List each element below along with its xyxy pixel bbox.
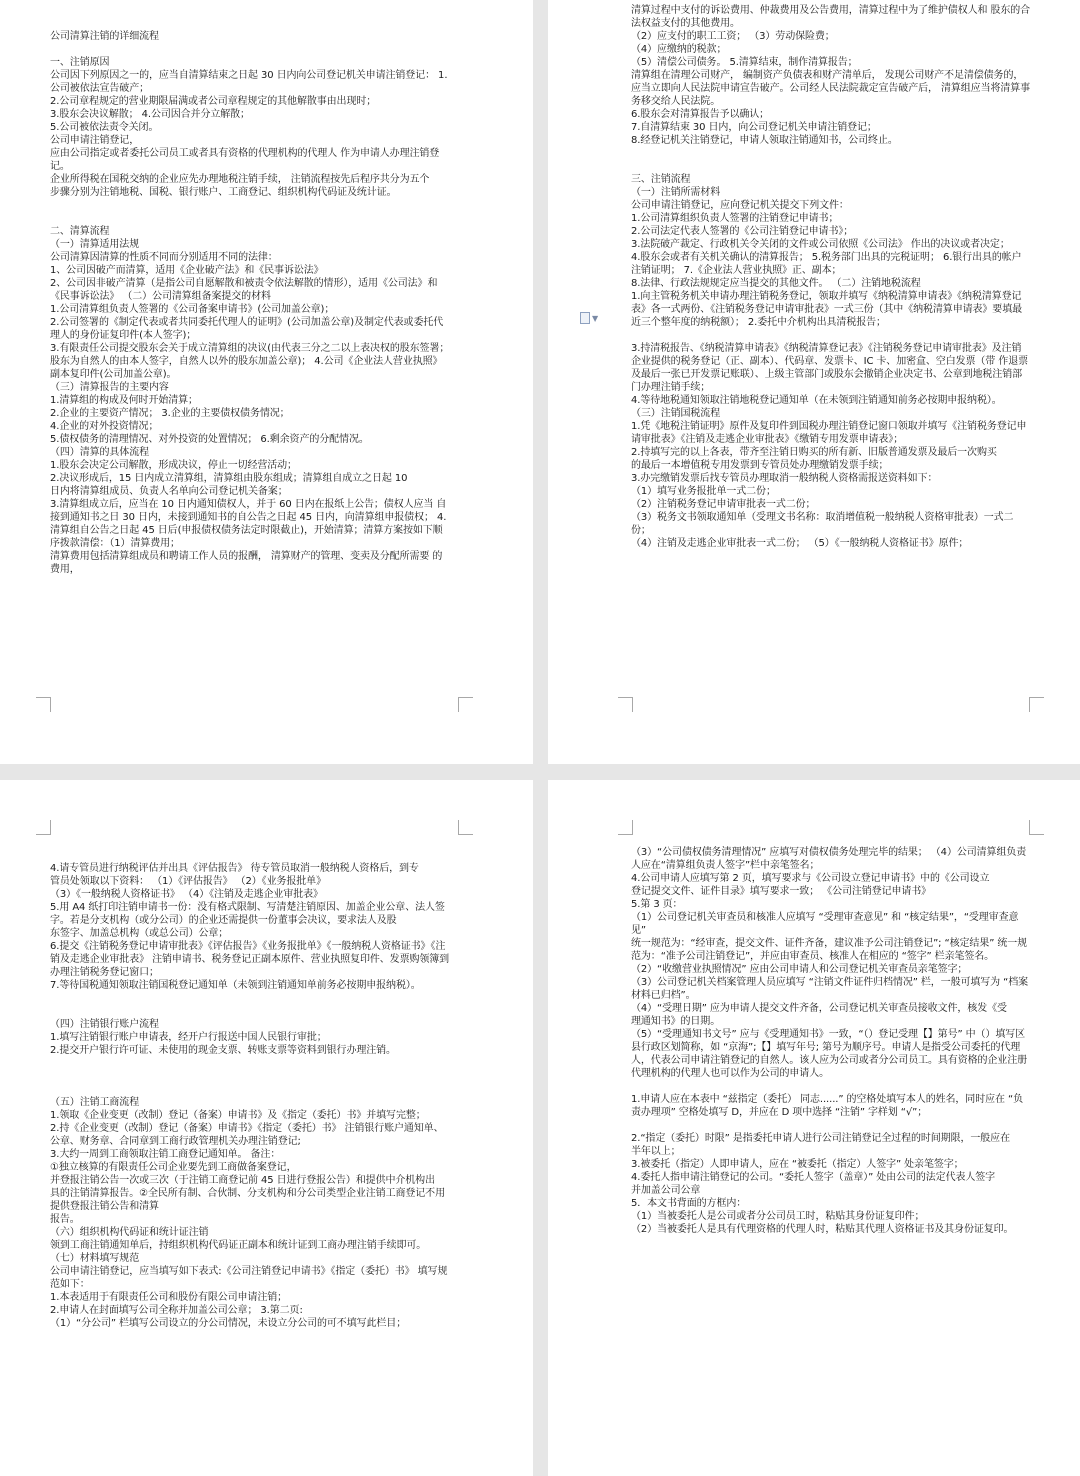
text-line: （1）“分公司” 栏填写公司设立的分公司情况，未设立分公司的可不填写此栏目； bbox=[50, 1318, 407, 1329]
page-text-block bbox=[50, 30, 450, 576]
text-line: 并加盖公司公章 bbox=[631, 1185, 701, 1196]
text-line: 清算费用包括清算组成员和聘请工作人员的报酬， 清算财产的管理、变卖及分配所需要 的费用， bbox=[50, 551, 443, 575]
text-line: 公司申请注销登记，应向登记机关提交下列文件： bbox=[631, 200, 849, 211]
text-line: 4.等待地税通知领取注销地税登记通知单（在未领到注销通知前务必按期申报纳税）。 bbox=[631, 395, 1002, 406]
document-page-1 bbox=[0, 0, 533, 764]
text-line: （4）注销及走逃企业审批表一式二份； （5）《一般纳税人资格证书》原件； bbox=[631, 538, 969, 549]
text-line: 东签字、加盖总机构（或总公司）公章； bbox=[50, 928, 229, 939]
text-line: 的最后一本增值税专用发票到专管员处办理缴销发票手续； bbox=[631, 460, 889, 471]
text-line: 二、清算流程 bbox=[50, 226, 110, 237]
text-line: 1、公司因破产而清算，适用《企业破产法》和《民事诉讼法》 bbox=[50, 265, 324, 276]
page-text-block bbox=[50, 836, 450, 1330]
text-line bbox=[50, 212, 450, 225]
text-line bbox=[50, 836, 450, 849]
text-line bbox=[50, 1070, 450, 1083]
page-corner-mark bbox=[618, 820, 633, 835]
page-corner-mark bbox=[458, 820, 473, 835]
text-line: （4）“受理日期” 应为申请人提交文件齐备，公司登记机关审查员接收文件，核发《受 bbox=[631, 1003, 1007, 1014]
text-line bbox=[50, 1083, 450, 1096]
text-line: 公司申请注销登记，应当填写如下表式:《公司注销登记申请书》《指定（委托）书》 填写规范如下： bbox=[50, 1266, 448, 1290]
text-line: 5.用 A4 纸打印注销申请书一份：没有格式限制、写清楚注销原因、加盖企业公章、法人签字。若是分支机构（或分公司）的企业还需提供一份董事会决议，要求法人及股 bbox=[50, 902, 445, 926]
text-line: （三）注销国税流程 bbox=[631, 408, 721, 419]
text-line bbox=[631, 1080, 1031, 1093]
text-line: 5.债权债务的清理情况、对外投资的处置情况； 6.剩余资产的分配情况。 bbox=[50, 434, 369, 445]
text-line: 三、注销流程 bbox=[631, 174, 691, 185]
text-line: 8.经登记机关注销登记，申请人领取注销通知书，公司终止。 bbox=[631, 135, 898, 146]
text-line bbox=[631, 329, 1031, 342]
page-text-block bbox=[631, 4, 1031, 550]
text-line: 2.提交开户银行许可证、未使用的现金支票、转账支票等资料到银行办理注销。 bbox=[50, 1045, 396, 1056]
text-line bbox=[50, 992, 450, 1005]
text-line bbox=[631, 147, 1031, 160]
text-line: 5．本文书背面的方框内： bbox=[631, 1198, 747, 1209]
text-line: 5.公司被依法责令关闭。 bbox=[50, 122, 159, 133]
text-line: （3）公司登记机关档案管理人员应填写 “注销文件证件归档情况” 栏，一般可填写为 “档案材料已归档”。 bbox=[631, 977, 1029, 1001]
text-line: 1.申请人应在本表中 “兹指定（委托） 同志......” 的空格处填写本人的姓名，同时应在 “负责办理项” 空格处填写 D，并应在 D 项中选择 “注销” 字样划 “√”； bbox=[631, 1094, 1023, 1118]
text-line: 1.股东会决定公司解散，形成决议，停止一切经营活动； bbox=[50, 460, 297, 471]
text-line: 2.公司法定代表人签署的《公司注销登记申请书》； bbox=[631, 226, 854, 237]
text-line bbox=[50, 43, 450, 56]
text-line: 1.清算组的构成及何时开始清算； bbox=[50, 395, 198, 406]
text-line: 7.自清算结束 30 日内，向公司登记机关申请注销登记； bbox=[631, 122, 877, 133]
text-line: 2、公司因非破产清算（是指公司自愿解散和被责令依法解散的情形），适用《公司法》和《民事诉讼法》 （二）公司清算组备案提交的材料 bbox=[50, 278, 438, 302]
text-line: 2.公司签署的《制定代表或者共同委托代理人的证明》(公司加盖公章)及制定代表或委托代理人的身份证复印件(本人签字)； bbox=[50, 317, 444, 341]
text-line: （5）“受理通知书文号” 应与《受理通知书》一致，“（）登记受理【】第号” 中（）填写区县行政区划简称，如 “京海”;【】填写年号; 第号为顺序号。申请人是指受公司委托的代理 bbox=[631, 1029, 1026, 1053]
text-line: 1.凭《地税注销证明》原件及复印件到国税办理注销登记窗口领取并填写《注销税务登记申请审批表》《注销及走逃企业审批表》《缴销专用发票申请表》； bbox=[631, 421, 1027, 445]
text-line: 报告。 bbox=[50, 1214, 80, 1225]
text-line: 2.申请人在封面填写公司全称并加盖公司公章； 3.第二页: bbox=[50, 1305, 303, 1316]
text-line: （1）当被委托人是公司或者分公司员工时，粘贴其身份证复印件； bbox=[631, 1211, 925, 1222]
page-corner-mark bbox=[618, 697, 633, 712]
text-line: 并登报注销公告一次或三次（于注销工商登记前 45 日进行登报公告）和提供中介机构出 bbox=[50, 1175, 435, 1186]
text-line: 1.公司清算组负责人签署的《公司备案申请书》(公司加盖公章)； bbox=[50, 304, 335, 315]
text-line: 4.委托人指申请注销登记的公司。“委托人签字（盖章）” 处由公司的法定代表人签字 bbox=[631, 1172, 996, 1183]
text-line: 1.本表适用于有限责任公司和股份有限公司申请注销； bbox=[50, 1292, 288, 1303]
text-line: （2）注销税务登记申请审批表一式二份； bbox=[631, 499, 816, 510]
text-line: （1）公司登记机关审查员和核准人应填写 “受理审查意见” 和 “核定结果”，“受理审查意见” bbox=[631, 912, 1019, 936]
text-line: 3.清算组成立后，应当在 10 日内通知债权人，并于 60 日内在报纸上公告；债权人应当 自接到通知书之日 30 日内，未接到通知书的自公告之日起 45 日内，向清算组申报债权； 4.清算组自公告之日起 45 日后(申报债权债务法定时限截止)，开始清算；清算方案按如下顺序拨款清偿：（1）清算费用； bbox=[50, 499, 447, 549]
page-corner-mark bbox=[36, 697, 51, 712]
text-line bbox=[50, 1057, 450, 1070]
text-line bbox=[631, 160, 1031, 173]
text-line: 8.法律、行政法规规定应当提交的其他文件。 （二）注销地税流程 bbox=[631, 278, 921, 289]
page-corner-mark bbox=[36, 820, 51, 835]
text-line: 5.第 3 页： bbox=[631, 899, 683, 910]
text-line: （四）清算的具体流程 bbox=[50, 447, 149, 458]
page-text-block bbox=[631, 846, 1031, 1236]
text-line: 2.持填写完的以上各表，带齐至注销日购买的所有新、旧版普通发票及最后一次购买 bbox=[631, 447, 997, 458]
text-line bbox=[631, 1119, 1031, 1132]
text-line: （六）组织机构代码证和统计证注销 bbox=[50, 1227, 209, 1238]
text-line: （一）注销所需材料 bbox=[631, 187, 721, 198]
text-line: ①独立核算的有限责任公司企业要先到工商做备案登记， bbox=[50, 1162, 297, 1173]
text-line: （一）清算适用法规 bbox=[50, 239, 140, 250]
text-line: 1.填写注销银行账户申请表，经开户行报送中国人民银行审批； bbox=[50, 1032, 327, 1043]
text-line bbox=[50, 1005, 450, 1018]
text-line: 人，代表公司申请注销登记的自然人。该人应为公司或者分公司员工。具有资格的企业注册代理机构的代理人也可以作为公司的申请人。 bbox=[631, 1055, 1027, 1079]
text-line: 3.股东会决议解散； 4.公司因合并分立解散； bbox=[50, 109, 250, 120]
text-line: 2.决议形成后，15 日内成立清算组，清算组由股东组成；清算组自成立之日起 10 bbox=[50, 473, 408, 484]
text-line: 登记提交文件、证件目录》填写要求一致； 《公司注销登记申请书》 bbox=[631, 886, 932, 897]
text-line: （三）清算报告的主要内容 bbox=[50, 382, 169, 393]
text-line: 步骤分别为注销地税、国税、银行账户、工商登记、组织机构代码证及统计证。 bbox=[50, 187, 397, 198]
text-line: 管员处领取以下资料： （1）《评估报告》 （2）《业务报批单》 bbox=[50, 876, 326, 887]
text-line: 一、注销原因 bbox=[50, 57, 110, 68]
page-corner-mark bbox=[1029, 697, 1044, 712]
document-layout-icon[interactable]: ▼ bbox=[580, 311, 604, 325]
text-line: （3）税务文书领取通知单（受理文书名称：取消增值税一般纳税人资格审批表）一式二份； bbox=[631, 512, 1014, 536]
text-line: 4.企业的对外投资情况； bbox=[50, 421, 159, 432]
text-line: 4.股东会或者有关机关确认的清算报告； 5.税务部门出具的完税证明； 6.银行出具的帐户注销证明； 7.《企业法人营业执照》正、副本； bbox=[631, 252, 1022, 276]
text-line: 2.企业的主要资产情况； 3.企业的主要债权债务情况； bbox=[50, 408, 290, 419]
text-line: 日内将清算组成员、负责人名单向公司登记机关备案； bbox=[50, 486, 288, 497]
text-line: 1.向主管税务机关申请办理注销税务登记，领取并填写《纳税清算申请表》《纳税清算登记表》各一式两份、《注销税务登记申请审批表》一式三份（其中《纳税清算申请表》要填最近三个整年度的纳税额）； 2.委托中介机构出具清税报告； bbox=[631, 291, 1022, 328]
text-line: 企业所得税在国税交纳的企业应先办理地税注销手续， 注销流程按先后程序共分为五个 bbox=[50, 174, 430, 185]
text-line: 清算组在清理公司财产， 编制资产负债表和财产清单后， 发现公司财产不足清偿债务的，应当立即向人民法院申请宣告破产。公司经人民法院裁定宣告破产后， 清算组应当将清算事 务移交给人民法院。 bbox=[631, 70, 1031, 107]
text-line: 1.公司清算组织负责人签署的注销登记申请书； bbox=[631, 213, 839, 224]
text-line: 2.公司章程规定的营业期限届满或者公司章程规定的其他解散事由出现时； bbox=[50, 96, 377, 107]
text-line: 领到工商注销通知单后，持组织机构代码证正副本和统计证到工商办理注销手续即可。 bbox=[50, 1240, 427, 1251]
text-line: （5）清偿公司债务。 5.清算结束，制作清算报告； bbox=[631, 57, 858, 68]
text-line: 半年以上； bbox=[631, 1146, 681, 1157]
page-corner-mark bbox=[458, 697, 473, 712]
text-line: （2）当被委托人是具有代理资格的代理人时，粘贴其代理人资格证书及其身份证复印。 bbox=[631, 1224, 1014, 1235]
text-line: 公司清算注销的详细流程 bbox=[50, 31, 159, 42]
text-line: （1）填写业务报批单一式二份； bbox=[631, 486, 776, 497]
text-line: （五）注销工商流程 bbox=[50, 1097, 140, 1108]
text-line: （3）《一般纳税人资格证书》 （4）《注销及走逃企业审批表》 bbox=[50, 889, 323, 900]
document-page-4 bbox=[548, 780, 1080, 1476]
text-line: 2.“指定（委托）时限” 是指委托申请人进行公司注销登记全过程的时间期限，一般应在 bbox=[631, 1133, 1010, 1144]
text-line: 公司清算因清算的性质不同而分别适用不同的法律： bbox=[50, 252, 278, 263]
text-line: 清算过程中支付的诉讼费用、仲裁费用及公告费用，清算过程中为了维护债权人和 股东的合法权益支付的其他费用。 bbox=[631, 5, 1031, 29]
text-line: 3.被委托（指定）人即申请人，应在 “被委托（指定）人签字” 处亲笔签字； bbox=[631, 1159, 964, 1170]
text-line: 6.股东会对清算报告予以确认； bbox=[631, 109, 770, 120]
text-line: 3.办完缴销发票后找专管员办理取消一般纳税人资格需报送资料如下： bbox=[631, 473, 938, 484]
text-line: 3.法院破产裁定、行政机关令关闭的文件或公司依照《公司法》 作出的决议或者决定； bbox=[631, 239, 1010, 250]
text-line: 2.持《企业变更（改制）登记（备案）申请书》《指定（委托）书》 注销银行账户通知单、公章、财务章、合同章到工商行政管理机关办理注销登记; bbox=[50, 1123, 444, 1147]
text-line: （七）材料填写规范 bbox=[50, 1253, 140, 1264]
text-line: 1.领取《企业变更（改制）登记（备案）申请书》及《指定（委托）书》并填写完整； bbox=[50, 1110, 426, 1121]
text-line: 统一规范为：“经审查，提交文件、证件齐备，建议准予公司注销登记”; “核定结果” 统一规范为：“准予公司注销登记”，并应由审查员、核准人在相应的 “签字” 栏亲笔签名。 bbox=[631, 938, 1028, 962]
text-line: 6.提交《注销税务登记申请审批表》《评估报告》《业务报批单》《一般纳税人资格证书》《注销及走逃企业审批表》 注销申请书、税务登记正副本原件、营业执照复印件、发票购领簿到办理注销税务登记窗口； bbox=[50, 941, 450, 978]
document-page-2 bbox=[548, 0, 1080, 764]
text-line: （2）“收缴营业执照情况” 应由公司申请人和公司登记机关审查员亲笔签字； bbox=[631, 964, 968, 975]
text-line: 7.等待国税通知领取注销国税登记通知单（未领到注销通知单前务必按期申报纳税）。 bbox=[50, 980, 421, 991]
text-line: 公司申请注销登记， bbox=[50, 135, 140, 146]
text-line: （2）应支付的职工工资； （3）劳动保险费； bbox=[631, 31, 835, 42]
page-corner-mark bbox=[1029, 820, 1044, 835]
text-line: （4）应缴纳的税款； bbox=[631, 44, 727, 55]
document-page-3 bbox=[0, 780, 533, 1476]
text-line: 4.公司申请人应填写第 2 页，填写要求与《公司设立登记申请书》中的《公司设立 bbox=[631, 873, 990, 884]
text-line bbox=[50, 849, 450, 862]
text-line: 4.请专管员进行纳税评估并出具《评估报告》 待专管员取消一般纳税人资格后，到专 bbox=[50, 863, 419, 874]
text-line: 3.大约一周到工商领取注销工商登记通知单。 备注： bbox=[50, 1149, 281, 1160]
text-line: 理通知书》的日期。 bbox=[631, 1016, 721, 1027]
text-line bbox=[50, 199, 450, 212]
text-line: （四）注销银行账户流程 bbox=[50, 1019, 159, 1030]
text-line: 公司因下列原因之一的，应当自清算结束之日起 30 日内向公司登记机关申请注销登记： 1.公司被依法宣告破产； bbox=[50, 70, 448, 94]
text-line: 应由公司指定或者委托公司员工或者具有资格的代理机构的代理人 作为申请人办理注销登记。 bbox=[50, 148, 440, 172]
text-line: 3.有限责任公司提交股东会关于成立清算组的决议(由代表三分之二以上表决权的股东签署；股东为自然人的由本人签字，自然人以外的股东加盖公章)； 4.公司《企业法人营业执照》副本复印件(公司加盖公章)。 bbox=[50, 343, 450, 380]
text-line: 具的注销清算报告。②全民所有制、合伙制、分支机构和分公司类型企业注销工商登记不用提供登报注销公告和清算 bbox=[50, 1188, 445, 1212]
text-line: （3）“公司债权债务清理情况” 应填写对债权债务处理完毕的结果； （4）公司清算组负责人应在“清算组负责人签字”栏中亲笔签名； bbox=[631, 847, 1027, 871]
text-line: 3.持清税报告、《纳税清算申请表》《纳税清算登记表》《注销税务登记申请审批表》及注销企业提供的税务登记（正、副本）、代码章、发票卡、IC 卡、加密盒、空白发票（带 作退票及最后一张已开发票记账联）、上级主管部门或股东会撤销企业决定书、公章到地税注销部门办理注销手续； bbox=[631, 343, 1028, 393]
